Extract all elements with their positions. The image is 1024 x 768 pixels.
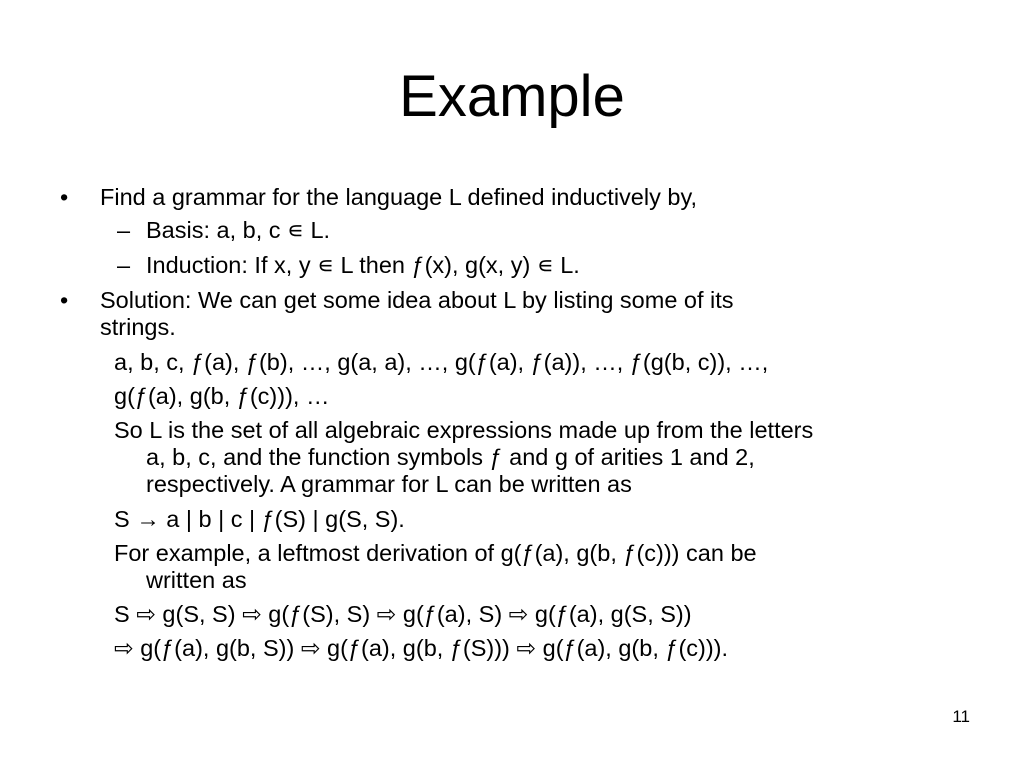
body-line-derivation-1: S ⇨ g(S, S) ⇨ g(ƒ(S), S) ⇨ g(ƒ(a), S) ⇨ g(ƒ(a), g(S, S)) bbox=[114, 601, 692, 627]
body-line-strings-list-cont: g(ƒ(a), g(b, ƒ(c))), … bbox=[114, 383, 330, 409]
body-line-so-l: So L is the set of all algebraic expressions made up from the letters bbox=[114, 417, 814, 443]
body-line-induction: Induction: If x, y ∊ L then ƒ(x), g(x, y) ∊ L. bbox=[146, 252, 580, 278]
body-line-so-l-cont1: a, b, c, and the function symbols ƒ and g of arities 1 and 2, bbox=[146, 444, 755, 470]
dash-marker: – bbox=[117, 252, 131, 278]
dash-marker: – bbox=[117, 217, 131, 243]
body-line-solution: Solution: We can get some idea about L by listing some of its bbox=[100, 287, 734, 313]
body-line-find-grammar: Find a grammar for the language L defined inductively by, bbox=[100, 184, 697, 210]
slide-title: Example bbox=[399, 64, 625, 129]
body-line-grammar: S → a | b | c | ƒ(S) | g(S, S). bbox=[114, 506, 405, 532]
bullet-marker: • bbox=[60, 184, 69, 210]
body-line-solution-cont: strings. bbox=[100, 314, 176, 340]
body-line-strings-list: a, b, c, ƒ(a), ƒ(b), …, g(a, a), …, g(ƒ(a), ƒ(a)), …, ƒ(g(b, c)), …, bbox=[114, 349, 769, 375]
page-number: 11 bbox=[952, 707, 970, 726]
body-line-basis: Basis: a, b, c ∊ L. bbox=[146, 217, 331, 243]
bullet-marker: • bbox=[60, 287, 69, 313]
body-line-for-example: For example, a leftmost derivation of g(ƒ(a), g(b, ƒ(c))) can be bbox=[114, 540, 757, 566]
body-line-for-example-cont: written as bbox=[146, 567, 247, 593]
body-line-so-l-cont2: respectively. A grammar for L can be written as bbox=[146, 471, 632, 497]
body-line-derivation-2: ⇨ g(ƒ(a), g(b, S)) ⇨ g(ƒ(a), g(b, ƒ(S))) ⇨ g(ƒ(a), g(b, ƒ(c))). bbox=[114, 635, 729, 661]
